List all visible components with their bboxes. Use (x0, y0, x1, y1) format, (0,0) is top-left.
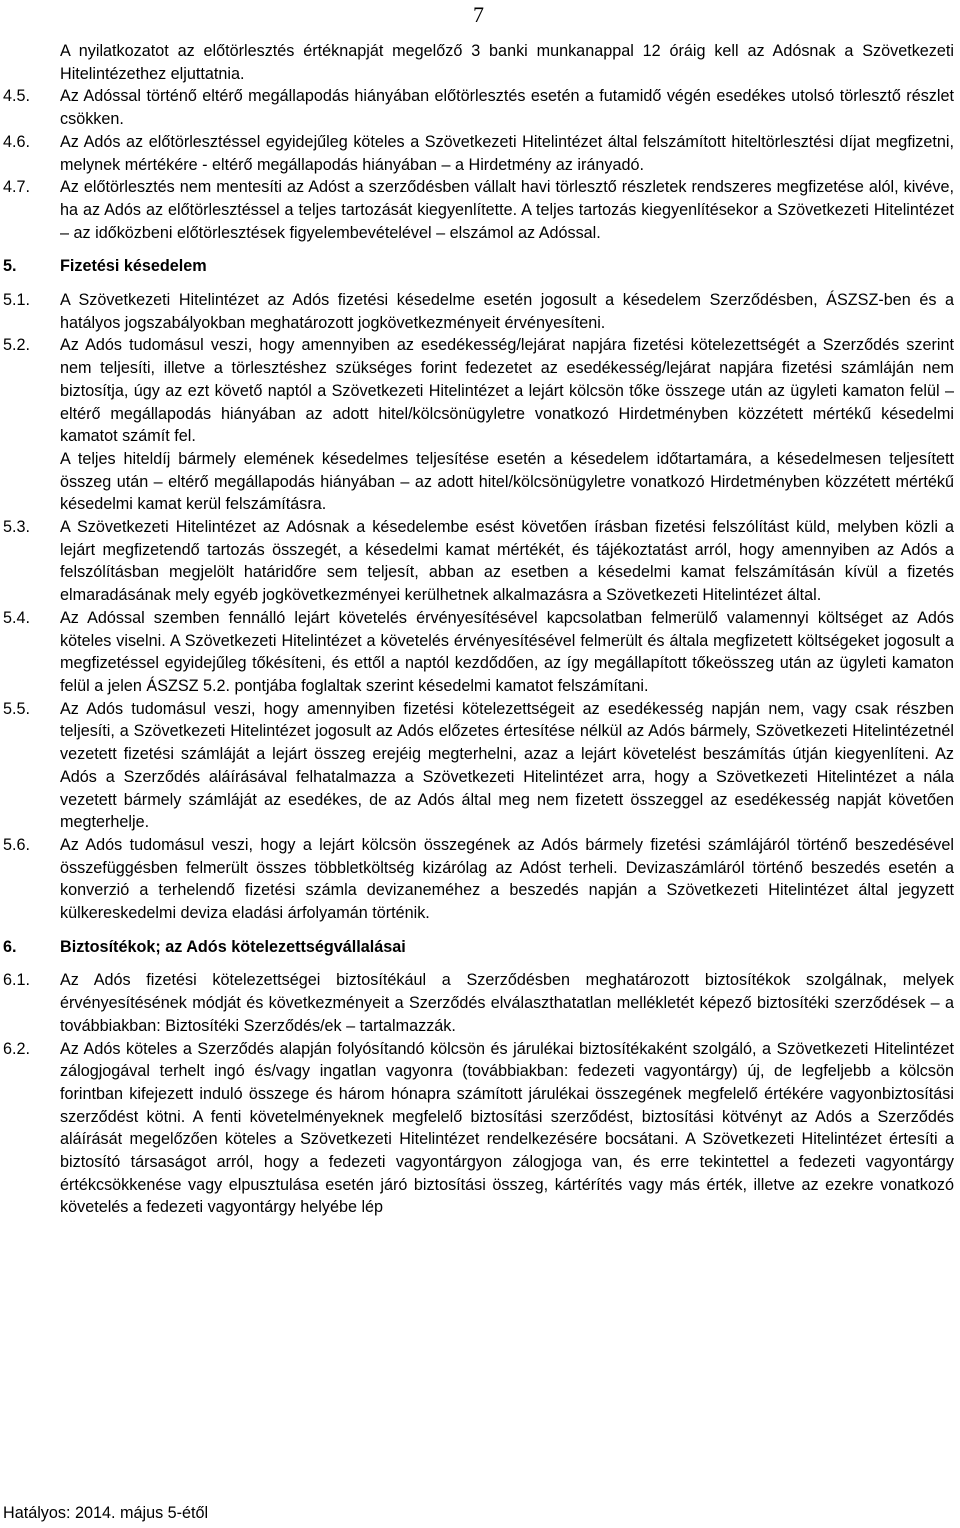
paragraph-number (0, 40, 60, 85)
section-title: Fizetési késedelem (60, 257, 207, 276)
paragraph-number: 4.5. (3, 87, 31, 106)
paragraph-text: A Szövetkezeti Hitelintézet az Adósnak a késedelembe esést követően írásban fizetési felszólítást küld, melyben közli a lejárt megfizetendő tartozás összegét, a késedelmi kamat mértékét, és tájékoztatást arról, hogy amennyiben az Adós a felszólításban megjelölt határidőre sem teljesít, abban az esetben a késedelmi kamat felszámításán kívül a fizetés elmaradásának mely egyéb jogkövetkezményei kerülhetnek alkalmazásra a Szövetkezeti Hitelintézet által. (60, 518, 954, 605)
paragraph-number: 5.2. (3, 336, 31, 355)
paragraph-number: 4.6. (3, 132, 31, 151)
section-title: Biztosítékok; az Adós kötelezettségvállalásai (60, 937, 406, 956)
section-number: 5. (3, 257, 17, 276)
paragraph-text: Az Adós köteles a Szerződés alapján folyósítandó kölcsön és járulékai biztosítékaként szolgáló, a Szövetkezeti Hitelintézet zálogjogával terhelt ingó és/vagy ingatlan vagyonra (továbbiakban: fedezeti vagyontárgy) új, de legfeljebb a kölcsön forintban kifejezett induló összege és három hónapra számított járulékai összegének megfelelő értékére vagyonbiztosítási szerződést kötni. A fenti követelményeknek megfelelő biztosítási szerződést, biztosítási kötvényt az Adós a Szerződés aláírását megelőzően köteles a Szövetkezeti Hitelintézet rendelkezésére bocsátani. A Szövetkezeti Hitelintézet értesíti a biztosító társaságot arról, hogy a fedezeti vagyontárgyon zálogjoga van, és erre tekintettel a fedezeti vagyontárgy értékcsökkenése vagy elpusztulása esetén járó biztosítási összeg, kártérítés vagy más érték, illetve az ezekre vonatkozó követelés a fedezeti vagyontárgy helyébe lép (60, 1039, 954, 1217)
paragraph-number: 5.3. (3, 518, 31, 537)
paragraph-5-3 (0, 516, 960, 607)
paragraph-5-4 (0, 607, 960, 698)
paragraph-4-6 (0, 131, 960, 176)
paragraph-4-5 (0, 85, 960, 130)
document-body (0, 40, 960, 1219)
paragraph-number: 6.1. (3, 971, 31, 990)
paragraph-text: Az Adóssal történő eltérő megállapodás hiányában előtörlesztés esetén a futamidő végén esedékes utolsó törlesztő részlet csökken. (60, 87, 954, 129)
paragraph-4-4-cont (0, 40, 960, 85)
paragraph-text: A teljes hiteldíj bármely elemének késedelmes teljesítése esetén a késedelem időtartamára, a késedelmesen teljesített összeg után – eltérő megállapodás hiányában – az adott hitel/kölcsönügyletre vonatkozó Hirdetményben közzétett mértékű késedelmi kamat kerül felszámításra. (60, 449, 954, 514)
paragraph-5-6 (0, 834, 960, 925)
section-number: 6. (3, 937, 17, 956)
page-number: 7 (473, 2, 484, 27)
paragraph-text: Az Adós tudomásul veszi, hogy amennyiben fizetési kötelezettségeit az esedékesség napján nem, vagy csak részben teljesíti, a Szövetkezeti Hitelintézet jogosult az Adós előzetes értesítése nélkül az Adós bármely, Szövetkezeti Hitelintézetnél vezetett fizetési számláját a lejárt összeg erejéig megterhelni, azaz a lejárt követelést beszámítás útján kiegyenlíteni. Az Adós a Szerződés aláírásával felhatalmazza a Szövetkezeti Hitelintézet arra, hogy a Szövetkezeti Hitelintézet a nála vezetett bármely számláját az esedékes, de az Adós által meg nem fizetett összeggel az esedékesség napját követően megterhelje. (60, 699, 954, 832)
paragraph-text: Az Adós fizetési kötelezettségei biztosítékául a Szerződésben meghatározott biztosítékok szolgálnak, melyek érvényesítésének módját és következményeit a Szerződés elválaszthatatlan mellékletét képező biztosítéki szerződések – a továbbiakban: Biztosítéki Szerződés/ek – tartalmazzák. (60, 971, 954, 1035)
paragraph-text: A Szövetkezeti Hitelintézet az Adós fizetési késedelme esetén jogosult a késedelem Szerződésben, ÁSZSZ-ben és a hatályos jogszabályokban meghatározott jogkövetkezményeit érvényesíteni. (60, 291, 954, 332)
paragraph-5-1 (0, 289, 960, 334)
paragraph-5-2-cont (0, 448, 960, 516)
paragraph-number: 5.5. (3, 699, 31, 718)
footer-effective-date: Hatályos: 2014. május 5-étől (3, 1504, 209, 1522)
paragraph-5-5 (0, 698, 960, 834)
paragraph-6-1 (0, 969, 960, 1037)
paragraph-4-7 (0, 176, 960, 244)
paragraph-number (0, 448, 60, 516)
section-heading-6 (0, 936, 960, 959)
paragraph-number: 6.2. (3, 1039, 31, 1058)
paragraph-5-2 (0, 334, 960, 448)
paragraph-text: Az Adóssal szemben fennálló lejárt követelés érvényesítésével kapcsolatban felmerülő valamennyi költséget az Adós köteles viselni. A Szövetkezeti Hitelintézet a követelés érvényesítésével felmerült és általa megfizetett költségeket jogosult a megfizetéssel egyidejűleg tőkésíteni, és ettől a naptól kezdődően, az így megállapított tőkeösszeg után az ügyleti kamaton felül a jelen ÁSZSZ 5.2. pontjába foglaltak szerint késedelmi kamatot felszámítani. (60, 608, 954, 695)
paragraph-number: 4.7. (3, 178, 31, 197)
paragraph-number: 5.6. (3, 835, 31, 854)
paragraph-number: 5.1. (3, 291, 31, 310)
paragraph-text: A nyilatkozatot az előtörlesztés értéknapját megelőző 3 banki munkanappal 12 óráig kell az Adósnak a Szövetkezeti Hitelintézethez eljuttatnia. (60, 42, 954, 83)
section-heading-5 (0, 255, 960, 278)
paragraph-text: Az Adós az előtörlesztéssel egyidejűleg köteles a Szövetkezeti Hitelintézet által felszámított hiteltörlesztési díjat megfizetni, melynek mértékére - eltérő megállapodás hiányában – a Hirdetmény az irányadó. (60, 132, 954, 174)
paragraph-number: 5.4. (3, 608, 31, 627)
paragraph-text: Az előtörlesztés nem mentesíti az Adóst a szerződésben vállalt havi törlesztő részletek rendszeres megfizetése alól, kivéve, ha az Adós az előtörlesztéssel a teljes tartozását kiegyenlítette. A teljes tartozás kiegyenlítésekor a Szövetkezeti Hitelintézet – az időközbeni előtörlesztések figyelembevételével – elszámol az Adóssal. (60, 178, 954, 242)
paragraph-6-2 (0, 1038, 960, 1220)
paragraph-text: Az Adós tudomásul veszi, hogy a lejárt kölcsön összegének az Adós bármely fizetési számlájáról történő beszedésével összefüggésben felmerült összes többletköltség kizárólag az Adóst terheli. Devizaszámláról történő beszedés esetén a konverzió a terhelendő fizetési számla devizaneméhez a beszedés napján a Szövetkezeti Hitelintézet által jegyzett külkereskedelmi deviza eladási árfolyamán történik. (60, 835, 954, 923)
paragraph-text: Az Adós tudomásul veszi, hogy amennyiben az esedékesség/lejárat napjára fizetési kötelezettségét a Szerződés szerint nem teljesíti, illetve a törlesztéshez szükséges forint fedezetet az esedékesség/lejárat napjára fizetési számláján nem biztosítja, úgy az ezt követő naptól a Szövetkezeti Hitelintézet a lejárt kölcsön tőke összege után az ügyleti kamaton felül – eltérő megállapodás hiányában az adott hitel/kölcsönügyletre vonatkozó Hirdetményben közzétett mértékű késedelmi kamatot számít fel. (60, 336, 954, 446)
